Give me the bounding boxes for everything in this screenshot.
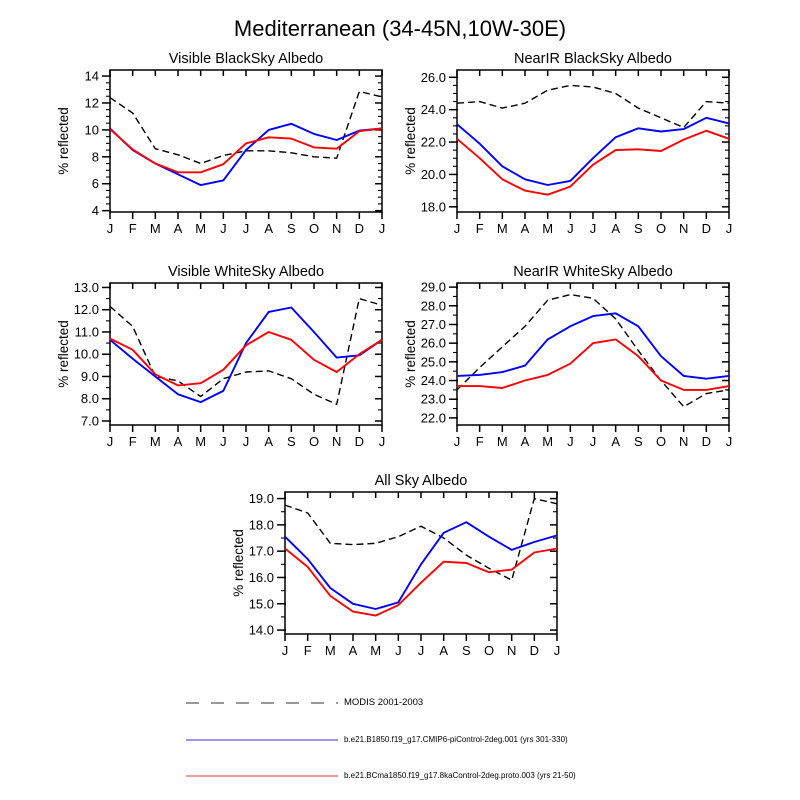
y-tick-label: 18.0 [248, 517, 274, 533]
y-tick-label: 4 [91, 203, 99, 219]
x-tick-label: A [611, 434, 621, 449]
x-tick-label: N [678, 434, 689, 449]
x-tick-label: S [633, 434, 643, 449]
y-tick-label: 22.0 [420, 134, 446, 150]
y-tick-label: 20.0 [420, 166, 446, 182]
x-tick-label: M [195, 434, 207, 449]
x-tick-label: F [303, 643, 312, 658]
legend-line-8kacontrol [186, 775, 338, 777]
y-tick-label: 14.0 [248, 622, 274, 638]
y-tick-label: 25.0 [420, 354, 446, 370]
x-tick-label: J [220, 221, 227, 236]
x-tick-label: O [655, 434, 667, 449]
x-tick-label: D [354, 434, 365, 449]
x-tick-label: S [286, 221, 296, 236]
x-tick-label: J [281, 643, 289, 658]
y-tick-label: 10 [84, 122, 99, 138]
x-tick-label: N [331, 434, 342, 449]
legend-label-picontrol: b.e21.B1850.f19_g17.CMIP6-piControl-2deg.001 (yrs 301-330) [344, 735, 568, 744]
x-tick-label: F [128, 221, 137, 236]
chart-all-sky-albedo [231, 473, 560, 658]
x-tick-label: M [195, 221, 207, 236]
y-axis-label: % reflected [56, 320, 71, 388]
x-tick-label: J [453, 221, 461, 236]
x-tick-label: M [149, 434, 161, 449]
legend-line-modis [186, 702, 338, 704]
x-tick-label: J [106, 221, 114, 236]
x-tick-label: F [475, 434, 484, 449]
series-modis-2001-2003 [110, 299, 382, 405]
x-tick-label: O [308, 221, 320, 236]
y-tick-label: 29.0 [420, 279, 446, 295]
x-tick-label: J [106, 434, 114, 449]
chart-title: Visible BlackSky Albedo [168, 51, 324, 67]
x-tick-label: J [378, 434, 386, 449]
series-picontrol [457, 313, 729, 378]
x-tick-label: M [370, 643, 382, 658]
y-tick-label: 8 [91, 149, 99, 165]
x-tick-label: M [149, 221, 161, 236]
x-tick-label: J [378, 221, 386, 236]
y-tick-label: 11.0 [74, 324, 99, 340]
x-tick-label: A [264, 434, 274, 449]
chart-nearir-whitesky-albedo [403, 264, 732, 449]
series-8kacontrol [110, 332, 382, 385]
x-tick-label: J [553, 643, 561, 658]
x-tick-label: M [496, 434, 508, 449]
legend-label-8kacontrol: b.e21.BCma1850.f19_g17.8kaControl-2deg.proto.003 (yrs 21-50) [344, 771, 576, 780]
x-tick-label: A [173, 221, 183, 236]
x-tick-label: F [475, 221, 484, 236]
y-tick-label: 26.0 [420, 335, 446, 351]
y-axis-label: % reflected [403, 107, 418, 175]
chart-visible-whitesky-albedo [56, 264, 385, 449]
series-modis-2001-2003 [457, 85, 729, 127]
x-tick-label: J [242, 221, 250, 236]
y-axis-label: % reflected [403, 320, 418, 388]
y-tick-label: 24.0 [420, 102, 446, 118]
x-tick-label: D [701, 434, 712, 449]
chart-nearir-blacksky-albedo [403, 51, 732, 236]
y-axis-label: % reflected [231, 529, 246, 597]
x-tick-label: J [725, 434, 733, 449]
y-tick-label: 15.0 [248, 596, 274, 612]
x-tick-label: O [655, 221, 667, 236]
x-tick-label: A [611, 221, 621, 236]
y-tick-label: 27.0 [420, 316, 446, 332]
plot-border [457, 70, 729, 212]
chart-title: NearIR BlackSky Albedo [514, 51, 672, 67]
legend-line-picontrol [186, 739, 338, 741]
x-tick-label: J [725, 221, 733, 236]
x-tick-label: J [567, 434, 574, 449]
series-modis-2001-2003 [110, 92, 382, 164]
chart-visible-blacksky-albedo [56, 51, 385, 236]
x-tick-label: A [348, 643, 358, 658]
y-tick-label: 14 [84, 68, 99, 84]
x-tick-label: D [701, 221, 712, 236]
x-tick-label: J [589, 434, 597, 449]
x-tick-label: O [483, 643, 495, 658]
x-tick-label: J [220, 434, 227, 449]
x-tick-label: J [589, 221, 597, 236]
x-tick-label: J [453, 434, 461, 449]
x-tick-label: J [395, 643, 402, 658]
y-tick-label: 18.0 [420, 199, 446, 215]
y-tick-label: 6 [91, 176, 99, 192]
y-tick-label: 26.0 [420, 69, 446, 85]
x-tick-label: J [242, 434, 250, 449]
x-tick-label: N [506, 643, 517, 658]
series-picontrol [110, 124, 382, 185]
x-tick-label: A [520, 434, 530, 449]
x-tick-label: J [417, 643, 425, 658]
x-tick-label: O [308, 434, 320, 449]
x-tick-label: A [173, 434, 183, 449]
x-tick-label: M [324, 643, 336, 658]
y-tick-label: 10.0 [73, 346, 99, 362]
y-tick-label: 9.0 [80, 368, 99, 384]
x-tick-label: M [542, 434, 554, 449]
chart-title: Visible WhiteSky Albedo [167, 264, 325, 280]
y-axis-label: % reflected [56, 107, 71, 175]
x-tick-label: A [520, 221, 530, 236]
series-8kacontrol [457, 339, 729, 390]
y-tick-label: 8.0 [80, 391, 99, 407]
x-tick-label: N [678, 221, 689, 236]
y-tick-label: 17.0 [248, 543, 274, 559]
series-modis-2001-2003 [285, 499, 557, 580]
y-tick-label: 12.0 [73, 302, 99, 318]
x-tick-label: S [286, 434, 296, 449]
x-tick-label: M [542, 221, 554, 236]
x-tick-label: D [529, 643, 540, 658]
y-tick-label: 24.0 [420, 373, 446, 389]
plot-border [110, 283, 382, 425]
series-picontrol [110, 308, 382, 403]
y-tick-label: 22.0 [420, 410, 446, 426]
x-tick-label: F [128, 434, 137, 449]
chart-title: All Sky Albedo [374, 473, 468, 489]
x-tick-label: S [461, 643, 471, 658]
page-title: Mediterranean (34-45N,10W-30E) [233, 16, 567, 41]
x-tick-label: D [354, 221, 365, 236]
x-tick-label: A [439, 643, 449, 658]
x-tick-label: J [567, 221, 574, 236]
y-tick-label: 7.0 [80, 413, 99, 429]
x-tick-label: N [331, 221, 342, 236]
chart-title: NearIR WhiteSky Albedo [513, 264, 673, 280]
y-tick-label: 28.0 [420, 298, 446, 314]
y-tick-label: 23.0 [420, 391, 446, 407]
y-tick-label: 13.0 [73, 279, 99, 295]
y-tick-label: 19.0 [248, 491, 274, 507]
x-tick-label: S [633, 221, 643, 236]
x-tick-label: A [264, 221, 274, 236]
y-tick-label: 12 [84, 95, 99, 111]
x-tick-label: M [496, 221, 508, 236]
y-tick-label: 16.0 [248, 569, 274, 585]
legend-label-modis: MODIS 2001-2003 [344, 697, 424, 708]
